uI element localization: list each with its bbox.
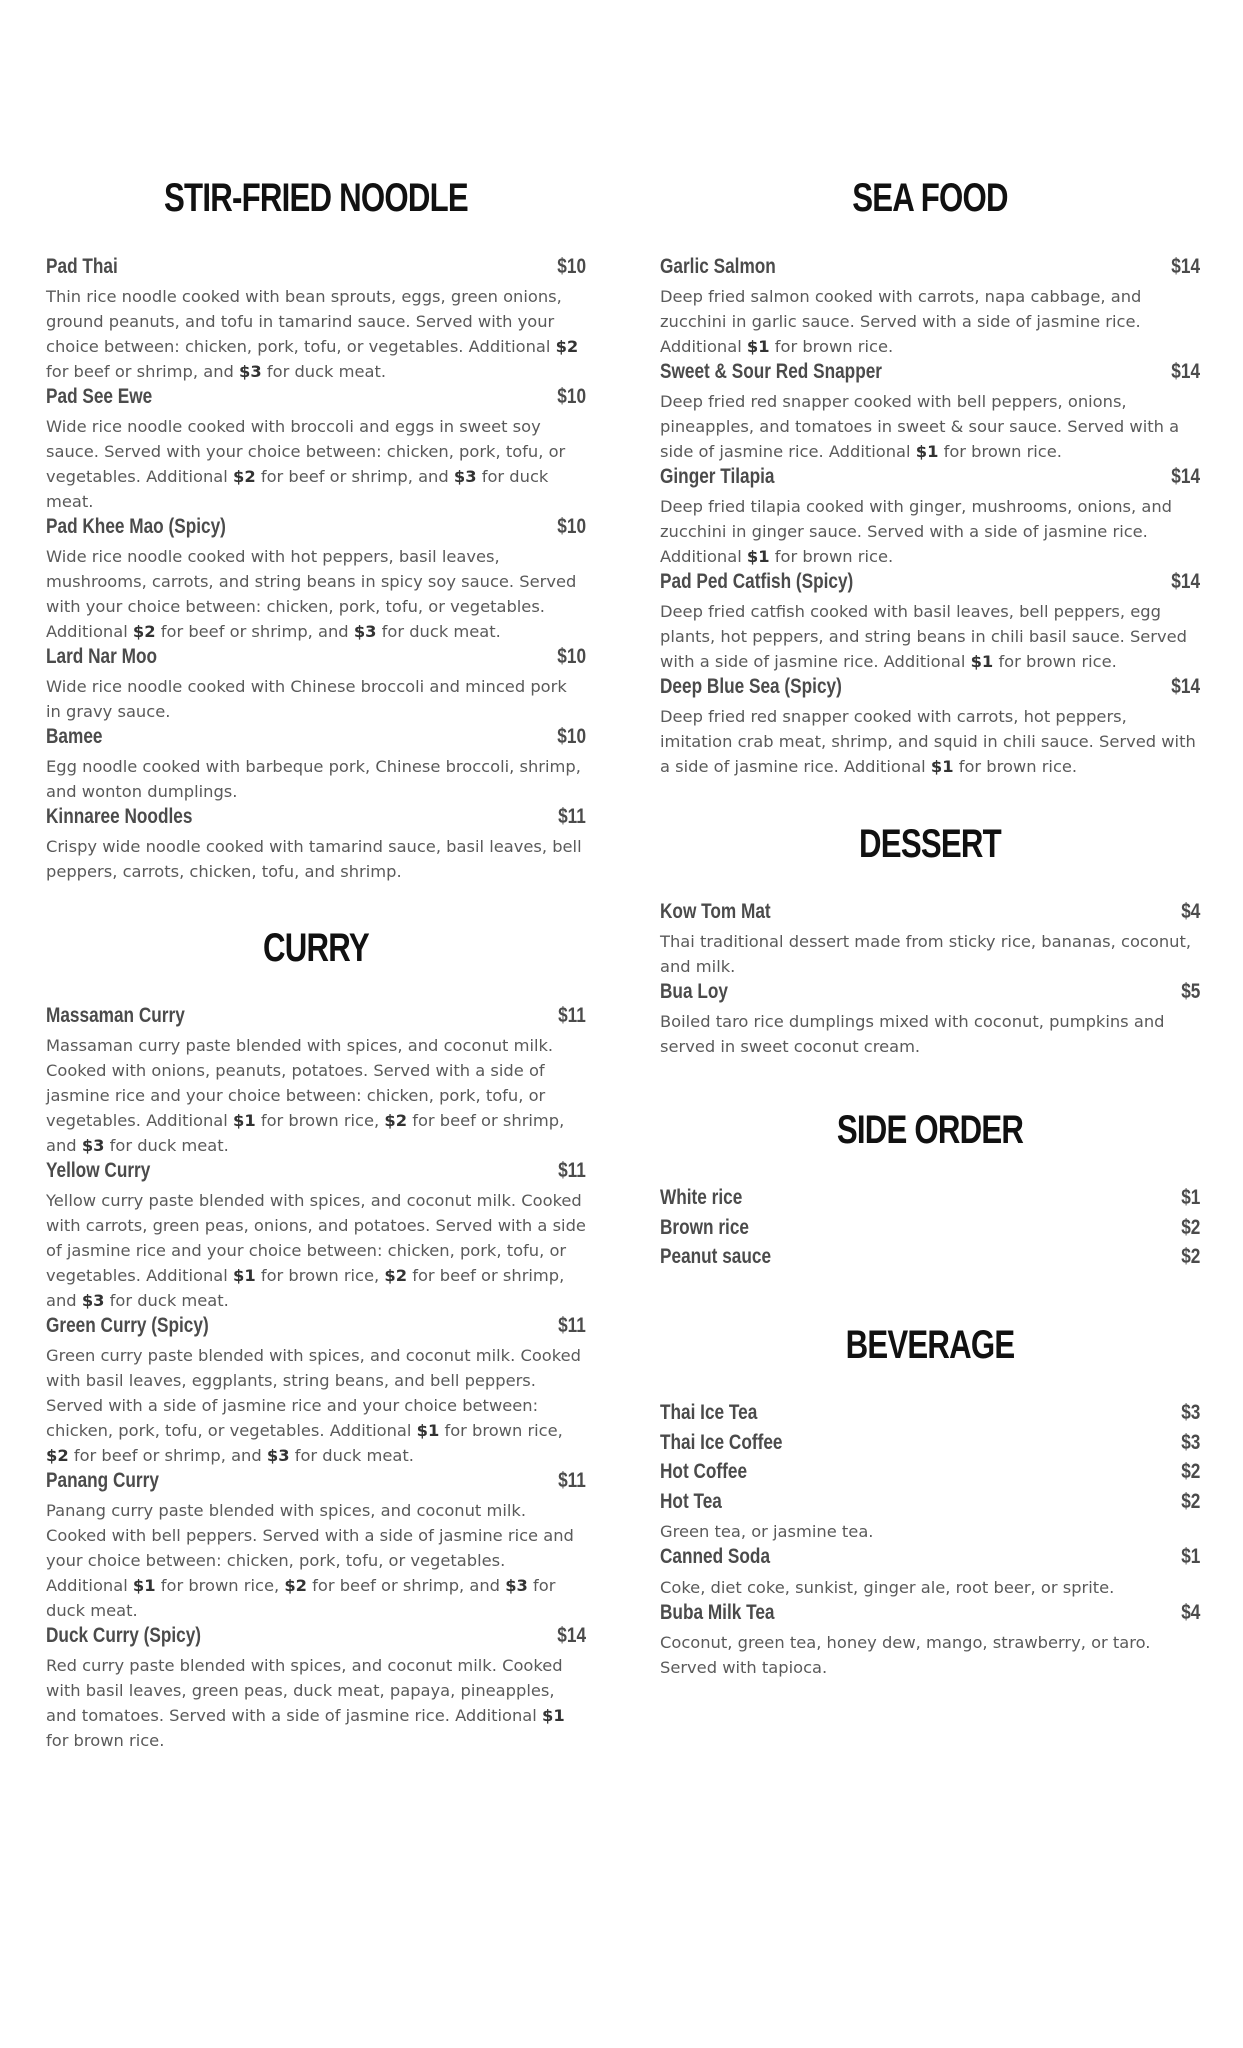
menu-item — [46, 1159, 586, 1313]
menu-item-description: Yellow curry paste blended with spices, and coconut milk. Cooked with carrots, green peas, onions, and potatoes. Served with a side of jasmine rice and your choice between: chicken, pork, tofu, or vegetables. Additional $1 for brown rice, $2 for beef or shrimp, and $3 for duck meat. — [46, 1191, 586, 1310]
menu-item-price: $14 — [1171, 255, 1200, 278]
menu-item — [660, 1545, 1200, 1600]
menu-item-header — [660, 900, 1200, 929]
menu-item-description: Green tea, or jasmine tea. — [660, 1522, 874, 1541]
menu-item-header — [660, 1460, 1200, 1490]
menu-item-description: Deep fried tilapia cooked with ginger, mushrooms, onions, and zucchini in ginger sauce. Served with a side of jasmine rice. Additional $1 for brown rice. — [660, 497, 1172, 566]
menu-item-header — [660, 1431, 1200, 1461]
section-title-beverage: BEVERAGE — [845, 1323, 1015, 1367]
menu-item-price: $1 — [1180, 1186, 1200, 1209]
menu-item — [660, 570, 1200, 674]
menu-item-header — [660, 1186, 1200, 1216]
menu-item — [46, 385, 586, 514]
menu-item-header — [660, 360, 1200, 389]
menu-item-price: $3 — [1180, 1430, 1200, 1454]
menu-item-header — [46, 805, 586, 834]
side-order-list — [660, 1186, 1200, 1275]
menu-item-header — [660, 1490, 1200, 1520]
menu-item-header — [46, 385, 586, 414]
menu-item-header — [46, 1159, 586, 1188]
beverage-list — [660, 1401, 1200, 1681]
menu-item — [660, 900, 1200, 979]
menu-item-price: $4 — [1180, 900, 1200, 923]
menu-item-header — [660, 1545, 1200, 1575]
menu-item-name: Canned Soda — [660, 1545, 771, 1568]
menu-item — [660, 1431, 1200, 1461]
menu-item — [660, 675, 1200, 779]
menu-item-name: Pad Khee Mao (Spicy) — [46, 515, 226, 538]
menu-item-header — [46, 1314, 586, 1343]
menu-item-name: Lard Nar Moo — [46, 645, 157, 668]
menu-item-name: White rice — [660, 1186, 743, 1209]
menu-item-price: $10 — [557, 255, 586, 278]
menu-item — [660, 1601, 1200, 1681]
menu-item-name: Peanut sauce — [660, 1245, 772, 1268]
menu-item — [46, 645, 586, 724]
menu-item-description: Coconut, green tea, honey dew, mango, strawberry, or taro. Served with tapioca. — [660, 1633, 1151, 1677]
menu-item-name: Hot Coffee — [660, 1460, 748, 1483]
menu-item-name: Yellow Curry — [46, 1159, 151, 1182]
menu-item-description: Deep fried salmon cooked with carrots, napa cabbage, and zucchini in garlic sauce. Served with a side of jasmine rice. Additional $1 for brown rice. — [660, 287, 1142, 356]
menu-item-price: $10 — [557, 645, 586, 668]
menu-item-header — [660, 1401, 1200, 1431]
menu-item-header — [660, 980, 1200, 1009]
menu-item — [46, 1004, 586, 1158]
menu-item-header — [660, 1245, 1200, 1275]
menu-item-price: $14 — [1171, 465, 1200, 488]
menu-item-name: Duck Curry (Spicy) — [46, 1624, 202, 1647]
menu-item-price: $2 — [1180, 1460, 1200, 1483]
menu-item — [660, 255, 1200, 359]
dessert-list — [660, 900, 1200, 1060]
menu-item-description: Boiled taro rice dumplings mixed with coconut, pumpkins and served in sweet coconut cream. — [660, 1012, 1165, 1056]
menu-item-name: Pad Thai — [46, 255, 118, 278]
menu-item — [660, 360, 1200, 464]
menu-item-price: $14 — [1171, 570, 1200, 593]
menu-item-description: Deep fried red snapper cooked with carrots, hot peppers, imitation crab meat, shrimp, and squid in chili sauce. Served with a side of jasmine rice. Additional $1 for brown rice. — [660, 707, 1196, 776]
menu-item-price: $11 — [558, 1314, 586, 1337]
menu-item-description: Wide rice noodle cooked with broccoli and eggs in sweet soy sauce. Served with your choice between: chicken, pork, tofu, or vegetables. Additional $2 for beef or shrimp, and $3 for duck meat. — [46, 417, 566, 511]
menu-item-name: Deep Blue Sea (Spicy) — [660, 675, 842, 698]
menu-item — [660, 1460, 1200, 1490]
stir-fried-noodle-list — [46, 255, 586, 885]
menu-item-header — [660, 570, 1200, 599]
menu-item-description: Egg noodle cooked with barbeque pork, Chinese broccoli, shrimp, and wonton dumplings. — [46, 757, 581, 801]
menu-item-description: Red curry paste blended with spices, and coconut milk. Cooked with basil leaves, green peas, duck meat, papaya, pineapples, and tomatoes. Served with a side of jasmine rice. Additional $1 for brown rice. — [46, 1656, 565, 1750]
menu-item-name: Bamee — [46, 725, 103, 748]
menu-item-header — [46, 255, 586, 284]
menu-item-header — [46, 1004, 586, 1033]
menu-item-price: $2 — [1180, 1215, 1200, 1239]
menu-item-description: Wide rice noodle cooked with Chinese broccoli and minced pork in gravy sauce. — [46, 677, 567, 721]
menu-item-price: $4 — [1180, 1600, 1200, 1624]
menu-item-price: $11 — [558, 1004, 586, 1027]
menu-item-description: Thai traditional dessert made from sticky rice, bananas, coconut, and milk. — [660, 932, 1192, 976]
menu-item — [46, 255, 586, 384]
menu-item-price: $14 — [1171, 675, 1200, 698]
menu-item-header — [660, 255, 1200, 284]
menu-item-name: Garlic Salmon — [660, 255, 776, 278]
menu-item-header — [46, 645, 586, 674]
menu-item-description: Massaman curry paste blended with spices, and coconut milk. Cooked with onions, peanuts, potatoes. Served with a side of jasmine rice and your choice between: chicken, pork, tofu, or vegetables. Additional $1 for brown rice, $2 for beef or shrimp, and $3 for duck meat. — [46, 1036, 565, 1155]
menu-item-header — [46, 1624, 586, 1653]
menu-item-name: Kow Tom Mat — [660, 900, 771, 923]
menu-item-header — [46, 1469, 586, 1498]
menu-item-name: Pad Ped Catfish (Spicy) — [660, 570, 854, 593]
menu-item-description: Wide rice noodle cooked with hot peppers, basil leaves, mushrooms, carrots, and string beans in spicy soy sauce. Served with your choice between: chicken, pork, tofu, or vegetables. Additional $2 for beef or shrimp, and $3 for duck meat. — [46, 547, 577, 641]
menu-item-price: $10 — [557, 725, 586, 748]
menu-item-name: Sweet & Sour Red Snapper — [660, 360, 883, 383]
menu-item — [660, 465, 1200, 569]
menu-item — [46, 1314, 586, 1468]
section-title-dessert: DESSERT — [859, 822, 1001, 866]
menu-item-price: $10 — [557, 515, 586, 538]
menu-item — [46, 515, 586, 644]
menu-item — [46, 805, 586, 884]
menu-item-description: Crispy wide noodle cooked with tamarind sauce, basil leaves, bell peppers, carrots, chicken, tofu, and shrimp. — [46, 837, 582, 881]
menu-item-name: Buba Milk Tea — [660, 1600, 775, 1624]
menu-item-description: Deep fried red snapper cooked with bell peppers, onions, pineapples, and tomatoes in sweet & sour sauce. Served with a side of jasmine rice. Additional $1 for brown rice. — [660, 392, 1180, 461]
menu-item-price: $3 — [1180, 1401, 1200, 1424]
menu-item-price: $5 — [1180, 980, 1200, 1003]
menu-item-name: Pad See Ewe — [46, 385, 153, 408]
menu-item-name: Thai Ice Coffee — [660, 1430, 783, 1454]
menu-item-price: $2 — [1180, 1489, 1200, 1513]
menu-item-name: Hot Tea — [660, 1489, 722, 1513]
menu-item — [46, 1469, 586, 1623]
menu-item-name: Ginger Tilapia — [660, 465, 775, 488]
menu-item — [660, 980, 1200, 1059]
menu-item-name: Panang Curry — [46, 1469, 159, 1492]
menu-item-description: Coke, diet coke, sunkist, ginger ale, root beer, or sprite. — [660, 1577, 1115, 1597]
menu-item-description: Deep fried catfish cooked with basil leaves, bell peppers, egg plants, hot peppers, and string beans in chili basil sauce. Served with a side of jasmine rice. Additional $1 for brown rice. — [660, 602, 1187, 671]
menu-item — [660, 1245, 1200, 1275]
menu-item — [46, 725, 586, 804]
menu-item-price: $1 — [1180, 1545, 1200, 1568]
menu-item-name: Massaman Curry — [46, 1004, 185, 1027]
menu-item-name: Thai Ice Tea — [660, 1401, 758, 1424]
section-title-side-order: SIDE ORDER — [836, 1108, 1024, 1152]
menu-item-price: $11 — [558, 1159, 586, 1182]
menu-item — [46, 1624, 586, 1753]
menu-item-name: Kinnaree Noodles — [46, 805, 193, 828]
menu-item-name: Bua Loy — [660, 980, 728, 1003]
menu-item-price: $2 — [1180, 1245, 1200, 1268]
section-title-curry: CURRY — [263, 926, 369, 970]
menu-item-header — [660, 1601, 1200, 1631]
menu-item-price: $11 — [558, 805, 586, 828]
menu-item-name: Brown rice — [660, 1215, 749, 1239]
menu-item — [660, 1401, 1200, 1431]
menu-item-price: $14 — [1171, 360, 1200, 383]
menu-item-description: Green curry paste blended with spices, and coconut milk. Cooked with basil leaves, eggplants, string beans, and bell peppers. Served with a side of jasmine rice and your choice between: chicken, pork, tofu, or vegetables. Additional $1 for brown rice, $2 for beef or shrimp, and $3 for duck meat. — [46, 1346, 581, 1465]
menu-item-price: $14 — [557, 1624, 586, 1647]
menu-item-header — [660, 1216, 1200, 1246]
curry-list — [46, 1004, 586, 1754]
menu-item-price: $11 — [558, 1469, 586, 1492]
menu-item-header — [660, 465, 1200, 494]
menu-item-header — [46, 725, 586, 754]
menu-item — [660, 1186, 1200, 1216]
menu-item-description: Thin rice noodle cooked with bean sprouts, eggs, green onions, ground peanuts, and tofu in tamarind sauce. Served with your choice between: chicken, pork, tofu, or vegetables. Additional $2 for beef or shrimp, and $3 for duck meat. — [46, 287, 579, 381]
menu-item-header — [46, 515, 586, 544]
menu-item-description: Panang curry paste blended with spices, and coconut milk. Cooked with bell peppers. Served with a side of jasmine rice and your choice between: chicken, pork, tofu, or vegetables. Additional $1 for brown rice, $2 for beef or shrimp, and $3 for duck meat. — [46, 1501, 574, 1620]
menu-item — [660, 1216, 1200, 1246]
menu-item-header — [660, 675, 1200, 704]
section-title-stir-fried-noodle: STIR-FRIED NOODLE — [164, 176, 468, 220]
section-title-sea-food: SEA FOOD — [852, 176, 1008, 220]
sea-food-list — [660, 255, 1200, 780]
menu-item-name: Green Curry (Spicy) — [46, 1314, 209, 1337]
menu-item-price: $10 — [557, 385, 586, 408]
menu-item — [660, 1490, 1200, 1545]
